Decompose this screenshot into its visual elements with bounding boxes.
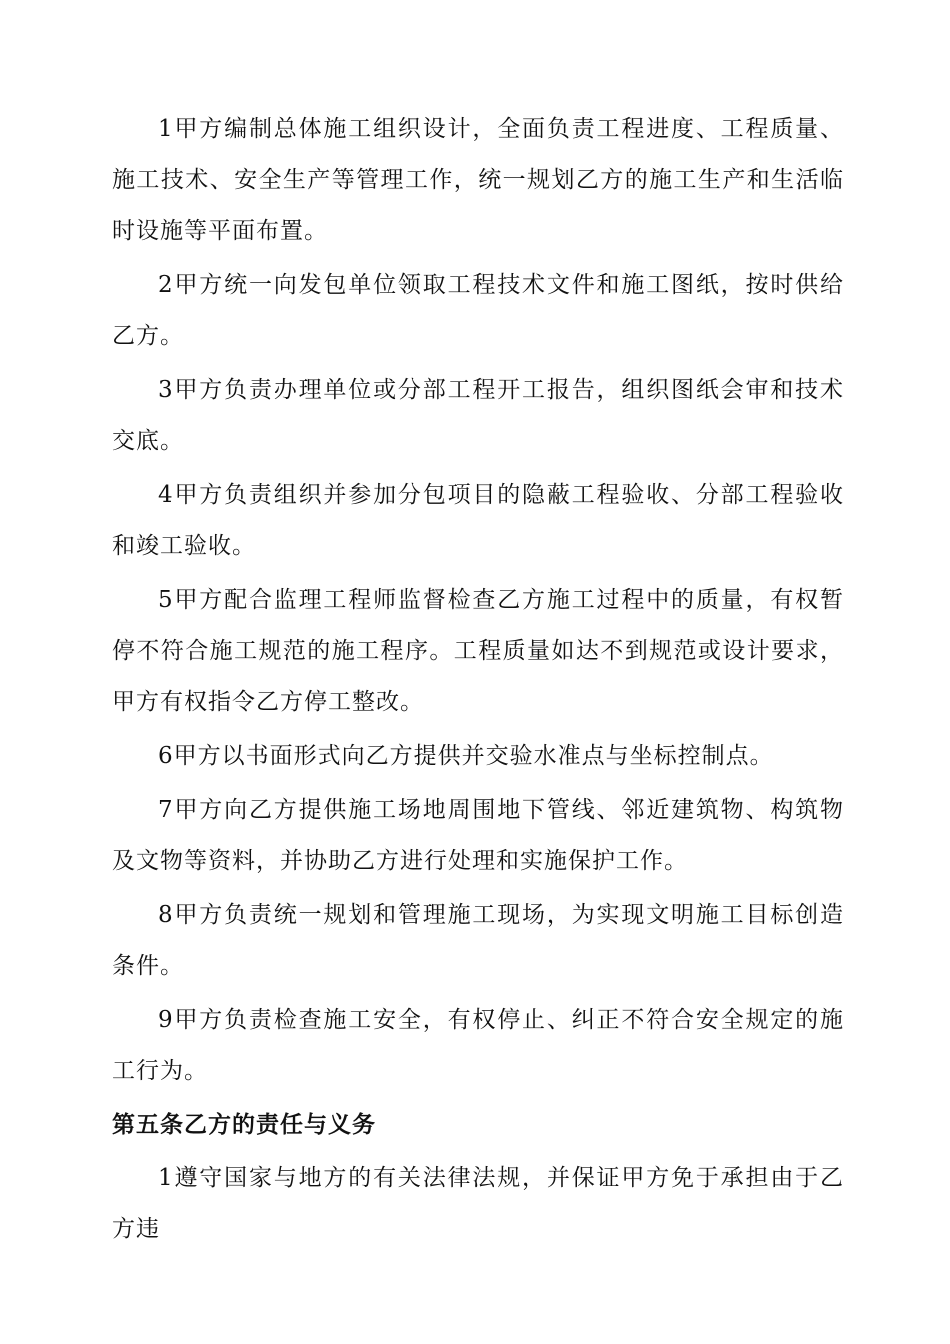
section-heading: 第五条乙方的责任与义务 xyxy=(112,1112,376,1138)
clause-paragraph-3: 3甲方负责办理单位或分部工程开工报告，组织图纸会审和技术交底。 xyxy=(112,377,844,454)
section-paragraph-1: 1遵守国家与地方的有关法律法规，并保证甲方免于承担由于乙方违 xyxy=(112,1165,844,1242)
clause-paragraph-8: 8甲方负责统一规划和管理施工现场，为实现文明施工目标创造条件。 xyxy=(112,902,844,979)
clause-paragraph-5: 5甲方配合监理工程师监督检查乙方施工过程中的质量，有权暂停不符合施工规范的施工程序。工程质量如达不到规范或设计要求，甲方有权指令乙方停工整改。 xyxy=(112,587,844,715)
clause-paragraph-1: 1甲方编制总体施工组织设计，全面负责工程进度、工程质量、施工技术、安全生产等管理工作，统一规划乙方的施工生产和生活临时设施等平面布置。 xyxy=(112,116,844,244)
clause-paragraph-2: 2甲方统一向发包单位领取工程技术文件和施工图纸，按时供给乙方。 xyxy=(112,272,844,349)
clause-paragraph-6: 6甲方以书面形式向乙方提供并交验水准点与坐标控制点。 xyxy=(158,743,774,769)
document-body xyxy=(112,104,844,1258)
clause-paragraph-4: 4甲方负责组织并参加分包项目的隐蔽工程验收、分部工程验收和竣工验收。 xyxy=(112,482,844,559)
clause-paragraph-7: 7甲方向乙方提供施工场地周围地下管线、邻近建筑物、构筑物及文物等资料，并协助乙方进行处理和实施保护工作。 xyxy=(112,797,844,874)
clause-paragraph-9: 9甲方负责检查施工安全，有权停止、纠正不符合安全规定的施工行为。 xyxy=(112,1007,844,1084)
